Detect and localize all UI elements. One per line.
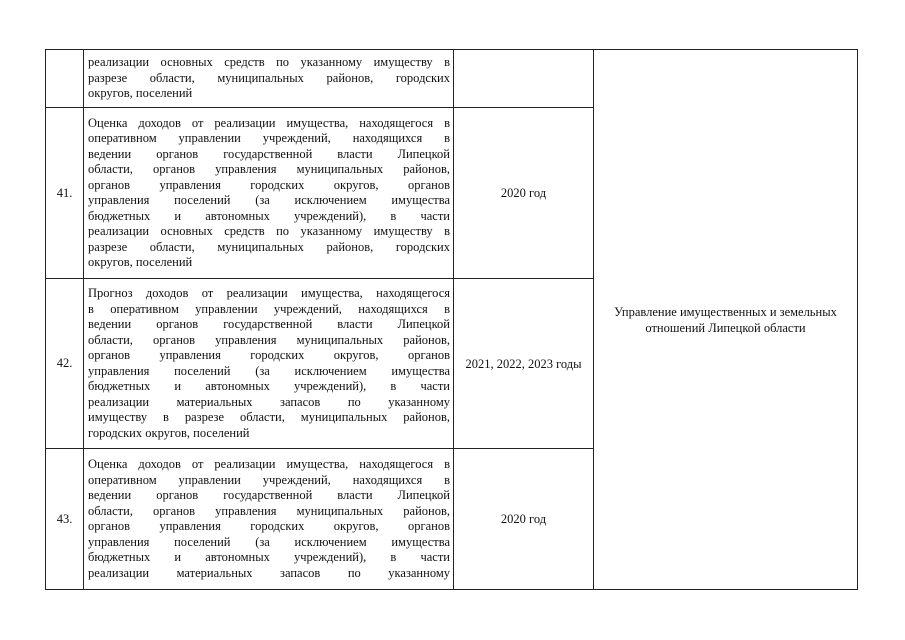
row-description xyxy=(84,279,454,449)
description-line: ведении органов государственной власти Липецкой xyxy=(88,146,450,161)
description-line: Прогноз доходов от реализации имущества, находящегося xyxy=(88,286,450,300)
description-line: управления поселений (за исключением имущества xyxy=(88,363,450,378)
document-table xyxy=(45,49,858,590)
description-line: бюджетных и автономных учреждений), в части xyxy=(88,208,450,223)
table-row xyxy=(46,50,858,108)
description-line: бюджетных и автономных учреждений), в части xyxy=(88,550,450,564)
description-line: Оценка доходов от реализации имущества, находящегося в xyxy=(88,457,450,471)
row-period: 2020 год xyxy=(454,449,594,590)
description-line: в оперативном управлении учреждений, находящихся в xyxy=(88,301,450,316)
description-line: реализации материальных запасов по указанному xyxy=(88,394,450,409)
row-number xyxy=(46,50,84,108)
description-line: городских округов, поселений xyxy=(88,425,250,440)
description-line: управления поселений (за исключением имущества xyxy=(88,534,450,549)
description-line: оперативном управлении учреждений, находящихся в xyxy=(88,131,450,145)
description-line: области, органов управления муниципальных районов, xyxy=(88,503,450,518)
description-line: органов управления городских округов, органов xyxy=(88,348,450,362)
description-line: имуществу в разрезе области, муниципальных районов, xyxy=(88,410,450,424)
row-description xyxy=(84,449,454,590)
description-line: области, органов управления муниципальных районов, xyxy=(88,162,450,176)
row-period xyxy=(454,50,594,108)
description-line: бюджетных и автономных учреждений), в части xyxy=(88,379,450,393)
row-period: 2021, 2022, 2023 годы xyxy=(454,279,594,449)
description-line: Оценка доходов от реализации имущества, находящегося в xyxy=(88,115,450,130)
description-line: реализации материальных запасов по указанному xyxy=(88,565,450,580)
description-line: разрезе области, муниципальных районов, городских xyxy=(88,70,450,85)
description-line: управления поселений (за исключением имущества xyxy=(88,193,450,207)
row-description xyxy=(84,50,454,108)
row-number: 42. xyxy=(46,279,84,449)
description-line: ведении органов государственной власти Липецкой xyxy=(88,488,450,502)
description-line: реализации основных средств по указанному имуществу в xyxy=(88,55,450,70)
row-number: 41. xyxy=(46,108,84,279)
description-line: органов управления городских округов, органов xyxy=(88,519,450,533)
description-line: реализации основных средств по указанному имуществу в xyxy=(88,224,450,238)
description-line: округов, поселений xyxy=(88,86,193,101)
row-description xyxy=(84,108,454,279)
description-line: органов управления городских округов, органов xyxy=(88,177,450,192)
executor-cell xyxy=(594,50,858,590)
executor-text: Управление имущественных и земельных отношений Липецкой области xyxy=(614,304,837,335)
row-period: 2020 год xyxy=(454,108,594,279)
description-line: разрезе области, муниципальных районов, городских xyxy=(88,239,450,254)
description-line: области, органов управления муниципальных районов, xyxy=(88,332,450,347)
description-line: ведении органов государственной власти Липецкой xyxy=(88,317,450,331)
row-number: 43. xyxy=(46,449,84,590)
description-line: оперативном управлении учреждений, находящихся в xyxy=(88,472,450,487)
description-line: округов, поселений xyxy=(88,255,193,269)
